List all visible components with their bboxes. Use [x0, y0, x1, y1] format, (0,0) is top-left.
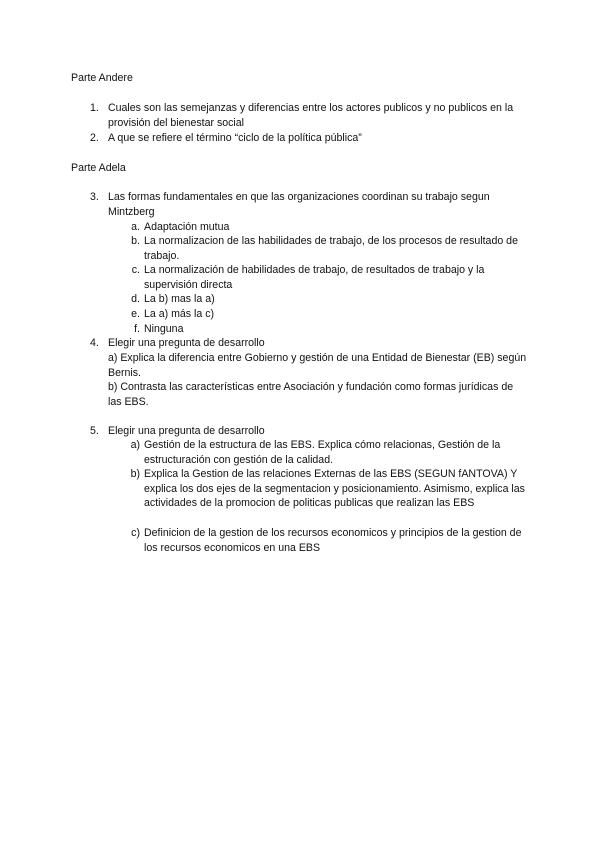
option-label: d. [131, 293, 140, 305]
question-number: 4. [90, 337, 99, 349]
option-label: e. [131, 308, 140, 320]
question-text: Elegir una pregunta de desarrollo [108, 425, 265, 437]
option-text: Ninguna [144, 323, 184, 335]
option-label: b. [131, 235, 140, 247]
question-4-option-b: b) Contrasta las características entre Asociación y fundación como formas jurídicas de las EBS. [108, 381, 514, 408]
question-4-option-a: a) Explica la diferencia entre Gobierno y gestión de una Entidad de Bienestar (EB) según Bernis. [108, 352, 527, 379]
option-text: Adaptación mutua [144, 221, 230, 233]
option-text: Explica la Gestion de las relaciones Externas de las EBS (SEGUN fANTOVA) Y explica los dos ejes de la segmentacion y posicionamiento. Asimismo, explica las actividades de la promocion de politicas publicas que realizan las EBS [144, 468, 525, 510]
option-text: La a) más la c) [144, 308, 215, 320]
question-number: 3. [90, 191, 99, 203]
option-label: b) [130, 468, 140, 480]
option-label: c) [131, 527, 140, 539]
question-text: Las formas fundamentales en que las organizaciones coordinan su trabajo segun Mintzberg [108, 191, 490, 218]
question-text: A que se refiere el término “ciclo de la política pública” [108, 132, 362, 144]
question-number: 5. [90, 425, 99, 437]
option-text: La b) mas la a) [144, 293, 215, 305]
option-label: c. [131, 264, 140, 276]
option-text: Gestión de la estructura de las EBS. Explica cómo relacionas, Gestión de la estructuración con gestión de la calidad. [144, 439, 501, 466]
option-label: f. [134, 323, 140, 335]
question-text: Cuales son las semejanzas y diferencias entre los actores publicos y no publicos en la provisión del bienestar social [108, 102, 514, 129]
question-number: 1. [90, 102, 99, 114]
heading-parte-adela: Parte Adela [71, 162, 126, 174]
heading-parte-andere: Parte Andere [71, 72, 133, 84]
option-text: Definicion de la gestion de los recursos economicos y principios de la gestion de los recursos economicos en una EBS [144, 527, 522, 554]
option-label: a. [131, 221, 140, 233]
question-text: Elegir una pregunta de desarrollo [108, 337, 265, 349]
question-number: 2. [90, 132, 99, 144]
option-text: La normalización de habilidades de trabajo, de resultados de trabajo y la supervisión directa [144, 264, 485, 291]
option-text: La normalizacion de las habilidades de trabajo, de los procesos de resultado de trabajo. [144, 235, 518, 262]
option-label: a) [130, 439, 140, 451]
